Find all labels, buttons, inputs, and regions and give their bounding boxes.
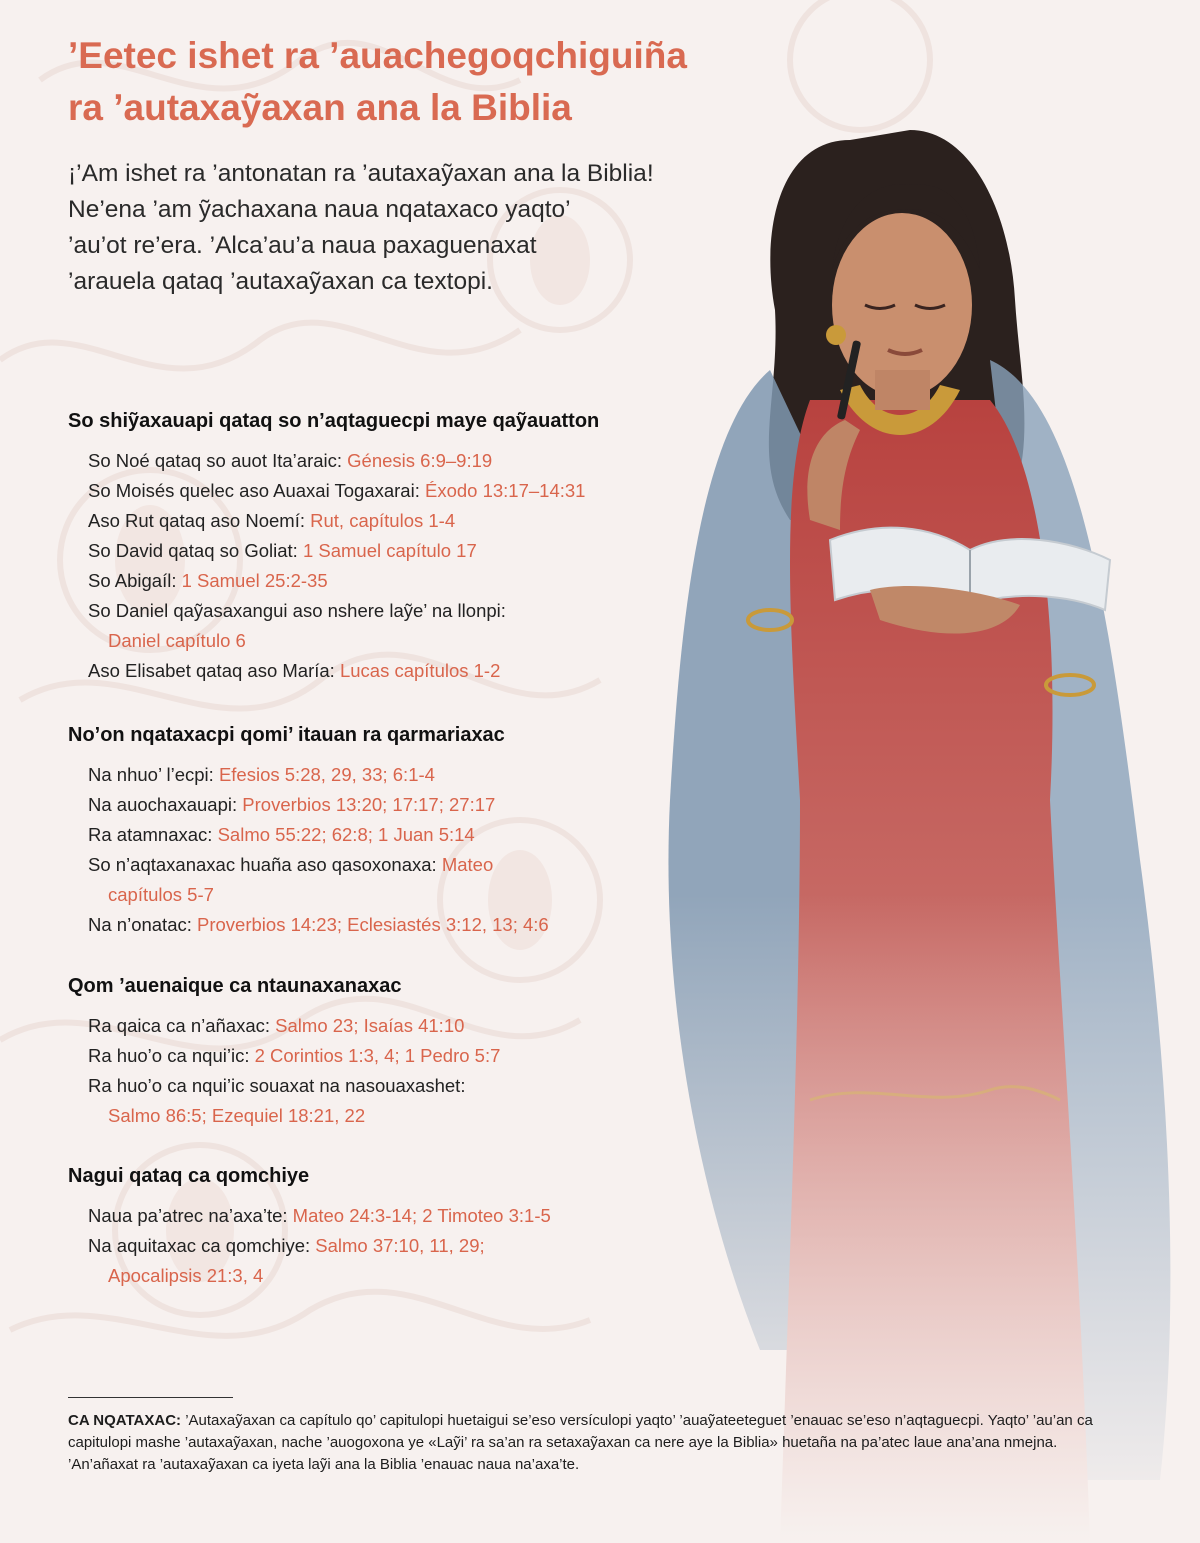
intro-line: ¡’Am ishet ra ’antonatan ra ’autaxaỹaxan ana la Biblia! <box>68 160 654 187</box>
scripture-reference: Lucas capítulos 1-2 <box>339 660 501 681</box>
footnote-divider <box>68 1397 233 1398</box>
intro-paragraph <box>68 156 768 300</box>
item-label: Ra atamnaxac: <box>88 824 218 845</box>
item-label: So Noé qataq so auot Ita’araic: <box>88 450 348 471</box>
intro-line: ’arauela qataq ’autaxaỹaxan ca textopi. <box>68 268 493 295</box>
item-label: So Moisés quelec aso Auaxai Togaxarai: <box>88 480 425 501</box>
footnote <box>68 1410 1108 1476</box>
reading-item <box>88 850 768 910</box>
scripture-reference: 1 Samuel capítulo 17 <box>302 540 477 561</box>
reading-item <box>88 476 768 506</box>
item-label: Ra huo’o ca nqui’ic souaxat na nasouaxashet: <box>88 1075 466 1096</box>
reading-item <box>88 536 768 566</box>
footnote-label: CA NQATAXAC: <box>68 1412 182 1429</box>
section-heading: So shiỹaxauapi qataq so n’aqtaguecpi maye qaỹauatton <box>68 410 600 432</box>
section-comfort <box>68 973 768 1131</box>
section-world-future <box>68 1163 768 1291</box>
title-line-2: ra ’autaxaỹaxan ana la Biblia <box>68 87 572 128</box>
item-label: So Daniel qaỹasaxangui aso nshere laỹe’ na llonpi: <box>88 600 506 621</box>
scripture-reference: Mateo <box>441 854 494 875</box>
scripture-reference: Salmo 23; Isaías 41:10 <box>275 1015 465 1036</box>
item-label: Na auochaxauapi: <box>88 794 243 815</box>
item-label: Ra huo’o ca nqui’ic: <box>88 1045 255 1066</box>
scripture-reference: 2 Corintios 1:3, 4; 1 Pedro 5:7 <box>254 1045 501 1066</box>
reading-item <box>88 760 768 790</box>
scripture-reference: Efesios 5:28, 29, 33; 6:1-4 <box>218 764 435 785</box>
reading-item <box>88 1041 768 1071</box>
reading-item <box>88 1231 768 1291</box>
section-heading: No’on nqataxacpi qomi’ itauan ra qarmariaxac <box>68 724 505 746</box>
section-heading: Nagui qataq ca qomchiye <box>68 1165 310 1187</box>
scripture-reference: Génesis 6:9–9:19 <box>347 450 493 471</box>
scripture-reference: Éxodo 13:17–14:31 <box>424 480 586 501</box>
item-label: Naua pa’atrec na’axa’te: <box>88 1205 293 1226</box>
item-label: So Abigaíl: <box>88 570 182 591</box>
scripture-reference: Rut, capítulos 1-4 <box>310 510 456 531</box>
reading-item <box>88 1011 768 1041</box>
reading-item <box>88 910 768 940</box>
scripture-reference: Apocalipsis 21:3, 4 <box>108 1265 264 1286</box>
intro-line: Ne’ena ’am ỹachaxana naua nqataxaco yaqto’ <box>68 196 571 223</box>
section-bible-characters <box>68 408 768 686</box>
reading-item <box>88 446 768 476</box>
intro-line: ’au’ot re’era. ’Alca’au’a naua paxaguenaxat <box>68 232 537 259</box>
item-label: So n’aqtaxanaxac huaña aso qasoxonaxa: <box>88 854 442 875</box>
item-label: Ra qaica ca n’añaxac: <box>88 1015 276 1036</box>
title-line-1: ’Eetec ishet ra ’auachegoqchiguiña <box>68 35 687 76</box>
reading-item <box>88 506 768 536</box>
item-label: Aso Rut qataq aso Noemí: <box>88 510 311 531</box>
item-label: Na aquitaxac ca qomchiye: <box>88 1235 316 1256</box>
page-title <box>68 30 828 134</box>
scripture-reference: Salmo 37:10, 11, 29; <box>315 1235 485 1256</box>
reading-item <box>88 1201 768 1231</box>
reading-item <box>88 566 768 596</box>
item-label: Aso Elisabet qataq aso María: <box>88 660 340 681</box>
scripture-reference: 1 Samuel 25:2-35 <box>181 570 328 591</box>
scripture-reference: Salmo 55:22; 62:8; 1 Juan 5:14 <box>217 824 475 845</box>
scripture-reference: Daniel capítulo 6 <box>108 630 246 651</box>
section-heading: Qom ’auenaique ca ntaunaxanaxac <box>68 975 402 997</box>
item-label: Na n’onatac: <box>88 914 198 935</box>
scripture-reference: capítulos 5-7 <box>108 884 214 905</box>
item-label: So David qataq so Goliat: <box>88 540 303 561</box>
scripture-reference: Salmo 86:5; Ezequiel 18:21, 22 <box>108 1105 366 1126</box>
reading-item <box>88 820 768 850</box>
reading-item <box>88 656 768 686</box>
scripture-reference: Proverbios 13:20; 17:17; 27:17 <box>242 794 496 815</box>
scripture-reference: Proverbios 14:23; Eclesiastés 3:12, 13; 4:6 <box>197 914 549 935</box>
reading-item <box>88 1071 768 1131</box>
section-family-counsel <box>68 722 768 940</box>
reading-item <box>88 790 768 820</box>
scripture-reference: Mateo 24:3-14; 2 Timoteo 3:1-5 <box>292 1205 551 1226</box>
footnote-text: ’Autaxaỹaxan ca capítulo qo’ capitulopi huetaigui se’eso versículopi yaqto’ ’auaỹateeteguet ’enauac se’eso n’aqtaguecpi. Yaqto’ ’au’an ca capitulopi mashe ’autaxaỹaxan, nache ’auogoxona ye «Laỹi’ ra sa’an ra setaxaỹaxan ca nere aye la Biblia» huetaña na pa’atec laue ana’ana nmejna. ’An’añaxat ra ’autaxaỹaxan ca iyeta laỹi ana la Biblia ’enauac naua na’axa’te. <box>68 1412 1093 1473</box>
item-label: Na nhuo’ l’ecpi: <box>88 764 219 785</box>
reading-item <box>88 596 768 656</box>
